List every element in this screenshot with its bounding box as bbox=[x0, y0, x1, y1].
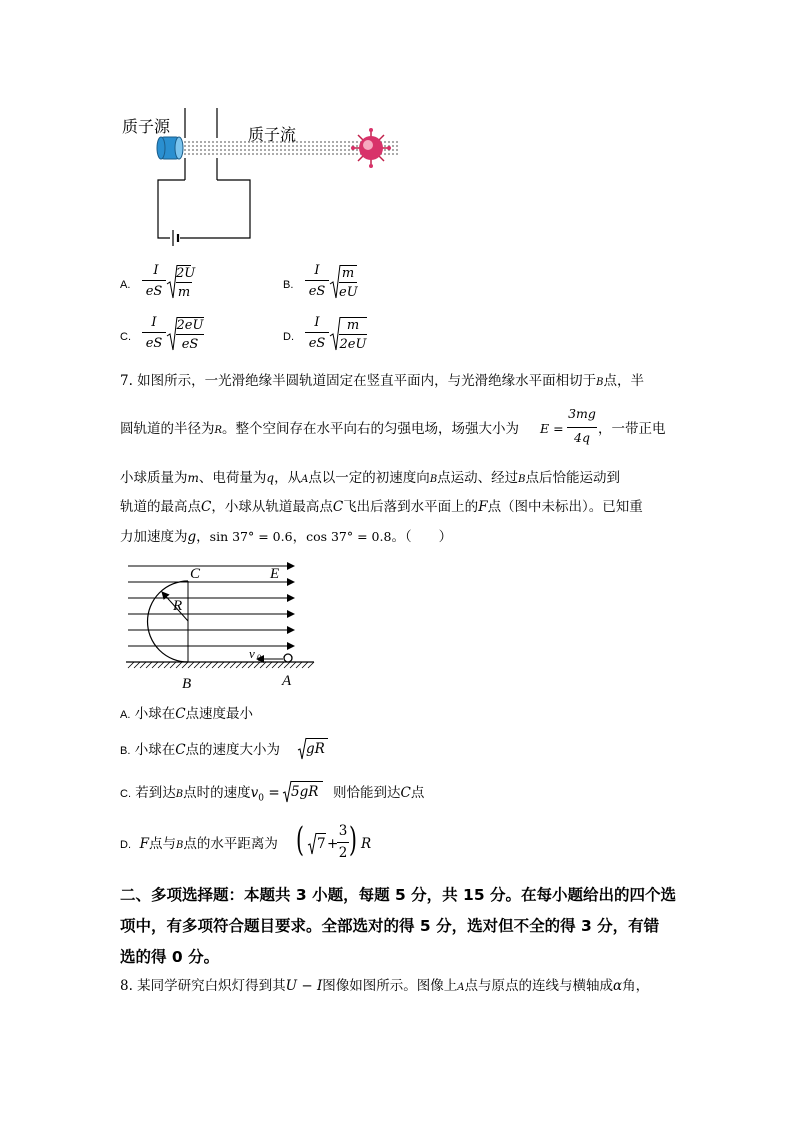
option-a-post: 点速度最小 bbox=[185, 706, 254, 722]
section-2-heading-line-3: 选的得 0 分。 bbox=[120, 948, 220, 966]
gravity-symbol: g bbox=[187, 529, 197, 545]
q7-line-2-b: 。整个空间存在水平向右的匀强电场，场强大小为 bbox=[222, 421, 520, 437]
frac-num: 3 bbox=[338, 823, 348, 839]
label-v-sub: 0 bbox=[257, 653, 262, 663]
option-letter: B. bbox=[120, 745, 131, 757]
radicand: 7 bbox=[317, 836, 326, 852]
point-c: C bbox=[400, 785, 411, 801]
coef-num: I bbox=[314, 315, 320, 330]
cos-value: cos 37° = 0.8 bbox=[306, 529, 392, 544]
section-2-heading-line-2: 项中，有多项符合题目要求。全部选对的得 5 分，选对但不全的得 3 分，有错 bbox=[120, 917, 660, 935]
q8-text-b: 图像如图所示。图像上 bbox=[322, 978, 458, 994]
radical-sign bbox=[307, 832, 317, 856]
option-d-mid2: 点的水平距离为 bbox=[183, 836, 278, 852]
label-a: A bbox=[282, 673, 292, 689]
sqrt-5gr bbox=[282, 780, 328, 804]
q7-line-5-c: ， bbox=[292, 529, 307, 545]
option-letter: B. bbox=[283, 279, 294, 291]
sqrt-gr bbox=[297, 737, 333, 761]
point-b: B bbox=[518, 474, 526, 485]
option-b-pre: 小球在 bbox=[134, 742, 176, 758]
q7-option-b bbox=[120, 744, 280, 758]
label-e: E bbox=[270, 566, 280, 582]
option-letter: A. bbox=[120, 279, 131, 291]
option-c-pre: 若到达 bbox=[135, 785, 176, 801]
q7-line-1-text: 7. 如图所示，一光滑绝缘半圆轨道固定在竖直平面内，与光滑绝缘水平面相切于 bbox=[120, 373, 597, 389]
radicand-den: 2eU bbox=[339, 337, 367, 352]
section-2-heading-line-1: 二、多项选择题：本题共 3 小题，每题 5 分，共 15 分。在每小题给出的四个选 bbox=[120, 886, 677, 904]
point-c: C bbox=[332, 499, 344, 515]
point-f: F bbox=[478, 499, 488, 515]
point-c: C bbox=[201, 499, 212, 515]
q7-line-5-a: 力加速度为 bbox=[120, 529, 188, 545]
option-a-pre: 小球在 bbox=[134, 706, 176, 722]
coef-num: I bbox=[151, 315, 157, 330]
proton-source-label: 质子源 bbox=[122, 117, 171, 136]
e-den: 4q bbox=[574, 430, 590, 445]
option-b-mid: 点的速度大小为 bbox=[185, 742, 281, 758]
coef-num: I bbox=[314, 263, 320, 278]
q7-line-5 bbox=[120, 531, 452, 545]
option-letter: A. bbox=[120, 709, 131, 721]
q7-line-2-a: 圆轨道的半径为 bbox=[120, 421, 215, 437]
q7-line-4-c: 飞出后落到水平面上的 bbox=[343, 499, 479, 515]
proton-source-cylinder bbox=[157, 137, 183, 159]
coef-num: I bbox=[153, 263, 159, 278]
radicand-den: m bbox=[177, 285, 191, 300]
left-paren: ( bbox=[296, 820, 304, 860]
radicand-num: 2eU bbox=[176, 318, 204, 333]
option-d-mid1: 点与 bbox=[148, 836, 176, 852]
q8-text-a: 8. 某同学研究白炽灯得到其 bbox=[120, 978, 286, 994]
semicircle-track bbox=[148, 581, 188, 662]
point-b: B bbox=[429, 474, 438, 485]
radicand-den: eU bbox=[339, 285, 358, 300]
velocity-symbol: v bbox=[250, 785, 259, 801]
label-c: C bbox=[190, 566, 201, 582]
label-v: v bbox=[249, 646, 255, 661]
e-lhs: E = bbox=[540, 421, 564, 436]
q7-line-1-end: 点，半 bbox=[603, 373, 645, 389]
coef-den: eS bbox=[145, 284, 163, 299]
equals-sign: = bbox=[268, 785, 280, 801]
radicand: gR bbox=[306, 741, 325, 757]
q8-line-1 bbox=[120, 980, 649, 994]
velocity-subscript: 0 bbox=[258, 793, 265, 804]
plus-sign: + bbox=[327, 836, 339, 852]
option-letter: C. bbox=[120, 331, 131, 343]
option-c-end: 点 bbox=[410, 785, 425, 801]
q7-option-d bbox=[120, 838, 278, 852]
q7-option-c-end bbox=[333, 787, 424, 801]
option-letter: D. bbox=[120, 839, 131, 851]
coef-den: eS bbox=[308, 284, 326, 299]
sin-value: sin 37° = 0.6 bbox=[209, 529, 293, 544]
charge-symbol: q bbox=[266, 471, 275, 485]
q7-line-5-b: ， bbox=[196, 529, 210, 545]
right-paren: ) bbox=[349, 820, 357, 860]
radicand-num: m bbox=[341, 266, 355, 281]
q7-line-5-d: 。（ ） bbox=[391, 529, 453, 545]
ground-hatching bbox=[128, 662, 314, 668]
u-i-symbol: U − I bbox=[285, 978, 323, 994]
point-c: C bbox=[175, 742, 186, 758]
q7-line-3-f: 点后恰能运动到 bbox=[525, 470, 621, 486]
point-c: C bbox=[175, 706, 186, 722]
option-c-post: 则恰能到达 bbox=[333, 785, 401, 801]
target-cell-icon bbox=[351, 128, 391, 168]
point-a: A bbox=[457, 982, 465, 993]
field-strength-formula bbox=[540, 408, 600, 450]
point-b: B bbox=[175, 840, 184, 851]
q7-line-4-a: 轨道的最高点 bbox=[120, 499, 201, 515]
q7-line-1 bbox=[120, 375, 644, 389]
option-letter: D. bbox=[283, 331, 294, 343]
q7-line-4-b: ，小球从轨道最高点 bbox=[211, 499, 333, 515]
radius-symbol: R bbox=[214, 425, 223, 436]
radicand: 5gR bbox=[291, 784, 319, 800]
q7-line-2 bbox=[120, 423, 519, 437]
coef-den: eS bbox=[145, 336, 163, 351]
q8-text-d: 角， bbox=[622, 978, 650, 994]
q7-line-2-end: ，一带正电 bbox=[598, 421, 666, 437]
mass-symbol: m bbox=[187, 471, 199, 485]
q7-line-4 bbox=[120, 501, 643, 515]
ball bbox=[284, 654, 292, 662]
point-b: B bbox=[596, 377, 604, 388]
coef-den: eS bbox=[308, 336, 326, 351]
q7-line-4-d: 点（图中未标出）。已知重 bbox=[487, 499, 643, 515]
point-b: B bbox=[175, 789, 184, 800]
track-diagram bbox=[118, 558, 323, 693]
proton-stream-label: 质子流 bbox=[248, 125, 297, 144]
q7-option-c bbox=[120, 787, 280, 804]
semicircle-track-figure bbox=[118, 558, 323, 693]
radicand-num: 2U bbox=[176, 266, 196, 281]
horizontal-distance-formula bbox=[296, 822, 376, 866]
e-num: 3mg bbox=[568, 406, 596, 421]
frac-den: 2 bbox=[338, 845, 348, 861]
q7-line-3-d: 点以一定的初速度向 bbox=[308, 470, 430, 486]
q7-option-a bbox=[120, 708, 253, 722]
radicand-num: m bbox=[346, 318, 360, 333]
point-a: A bbox=[301, 474, 309, 485]
point-f: F bbox=[139, 836, 149, 852]
alpha-symbol: α bbox=[613, 978, 623, 994]
option-c-mid: 点时的速度 bbox=[183, 785, 251, 801]
q7-line-3-e: 点运动、经过 bbox=[437, 470, 519, 486]
radicand-den: eS bbox=[181, 337, 199, 352]
q7-line-3-c: ，从 bbox=[274, 470, 302, 486]
q7-line-3-b: 、电荷量为 bbox=[198, 470, 267, 486]
label-b: B bbox=[182, 676, 192, 692]
option-letter: C. bbox=[120, 788, 131, 800]
label-r: R bbox=[173, 598, 183, 614]
radius-symbol: R bbox=[361, 836, 372, 852]
q7-line-3 bbox=[120, 472, 620, 486]
q7-line-3-a: 小球质量为 bbox=[120, 470, 188, 486]
q8-text-c: 点与原点的连线与横轴成 bbox=[464, 978, 614, 994]
